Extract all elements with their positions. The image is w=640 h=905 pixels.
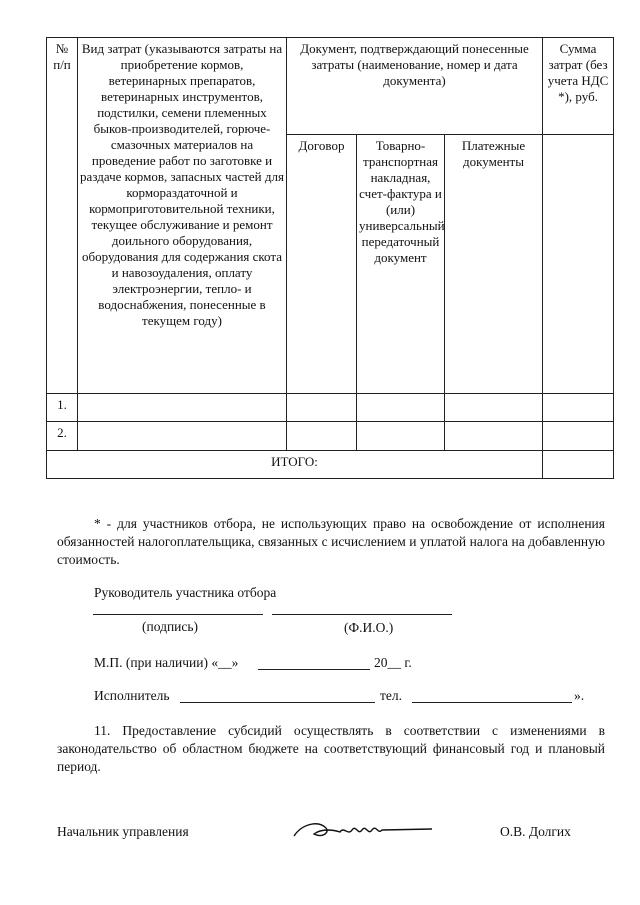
cell-empty — [543, 422, 614, 451]
total-label: ИТОГО: — [47, 451, 543, 479]
cell-empty — [287, 394, 357, 422]
stamp-prefix: М.П. (при наличии) «__» — [94, 655, 239, 670]
table-row — [47, 422, 614, 451]
stamp-month-line — [258, 669, 370, 670]
total-row — [47, 451, 614, 479]
cell-empty — [287, 422, 357, 451]
executor-label: Исполнитель — [94, 688, 170, 703]
cell-empty — [445, 422, 543, 451]
signature-icon — [292, 818, 432, 846]
signature-line — [93, 614, 263, 615]
row-num: 1. — [47, 394, 78, 422]
header-payment: Платежные документы — [445, 135, 543, 394]
cell-empty — [78, 422, 287, 451]
header-num: № п/п — [47, 38, 78, 394]
head-label: Руководитель участника отбора — [94, 585, 277, 600]
executor-line — [180, 702, 375, 703]
header-waybill: Товарно-транспортная накладная, счет-фактура и (или) универсальный передаточный документ — [357, 135, 445, 394]
cell-empty — [543, 394, 614, 422]
table-row — [47, 394, 614, 422]
header-amount: Сумма затрат (без учета НДС *), руб. — [543, 38, 614, 135]
cell-empty — [78, 394, 287, 422]
header-document: Документ, подтверждающий понесенные затраты (наименование, номер и дата документа) — [287, 38, 543, 135]
cell-empty — [357, 394, 445, 422]
executor-phone: тел. — [380, 688, 403, 703]
header-cost-type: Вид затрат (указываются затраты на приобретение кормов, ветеринарных препаратов, ветеринарных инструментов, подстилки, семени племенных быков-производителей, горюче-смазочных материалов на проведение работ по заготовке и раздаче кормов, запасных частей для кормораздаточной и кормоприготовительной техники, текущее обслуживание и ремонт доильного оборудования, оборудования для содержания скота и навозоудаления, оплату электроэнергии, тепло- и водоснабжения, понесенные в текущем году) — [78, 38, 287, 394]
name-line — [272, 614, 452, 615]
header-contract: Договор — [287, 135, 357, 394]
header-amount-empty — [543, 135, 614, 394]
footer-name: О.В. Долгих — [500, 824, 571, 839]
cell-empty — [357, 422, 445, 451]
name-caption: (Ф.И.О.) — [344, 620, 394, 635]
cell-empty — [445, 394, 543, 422]
executor-end: ». — [574, 688, 585, 703]
total-value — [543, 451, 614, 479]
footer-position: Начальник управления — [57, 824, 189, 839]
phone-line — [412, 702, 572, 703]
costs-table — [46, 37, 614, 479]
signature-caption: (подпись) — [142, 619, 199, 634]
footnote: * - для участников отбора, не использующих право на освобождение от исполнения обязанностей налогоплательщика, связанных с исчислением и уплатой налога на добавленную стоимость. — [57, 516, 605, 567]
row-num: 2. — [47, 422, 78, 451]
stamp-year: 20__ г. — [374, 655, 412, 670]
paragraph-11: 11. Предоставление субсидий осуществлять в соответствии с изменениями в законодательство об областном бюджете на соответствующий финансовый год и плановый период. — [57, 723, 605, 774]
